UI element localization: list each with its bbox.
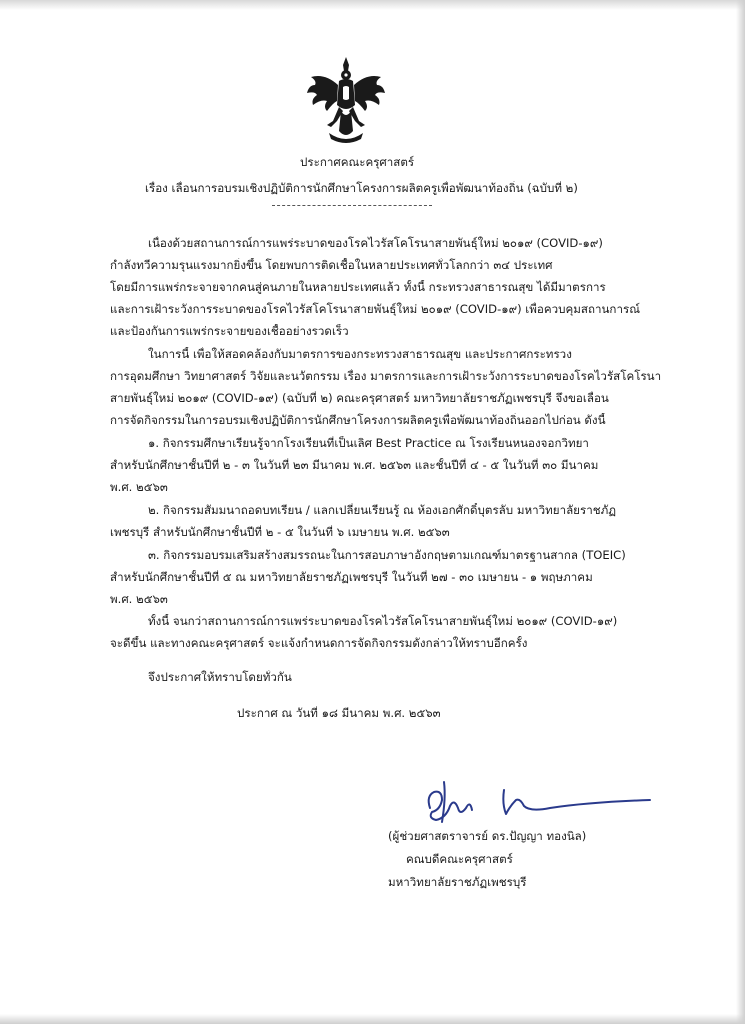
garuda-emblem-icon: [305, 55, 387, 145]
announcement-subject: เรื่อง เลื่อนการอบรมเชิงปฏิบัติการนักศึกษาโครงการผลิตครูเพื่อพัฒนาท้องถิ่น (ฉบับที่ ๒): [145, 181, 578, 195]
list-item-line: พ.ศ. ๒๕๖๓: [110, 592, 168, 606]
signatory-name: (ผู้ช่วยศาสตราจารย์ ดร.ปัญญา ทองนิล): [388, 829, 587, 843]
signatory-position: คณบดีคณะครุศาสตร์: [406, 852, 513, 866]
body-line: การจัดกิจกรรมในการอบรมเชิงปฏิบัติการนักศึกษาโครงการผลิตครูเพื่อพัฒนาท้องถิ่นออกไปก่อน ดังนี้: [110, 413, 606, 427]
list-item-line: ๑. กิจกรรมศึกษาเรียนรู้จากโรงเรียนที่เป็นเลิศ Best Practice ณ โรงเรียนหนองจอกวิทยา: [148, 436, 589, 450]
body-line: และการเฝ้าระวังการระบาดของโรคไวรัสโคโรนาสายพันธุ์ใหม่ ๒๐๑๙ (COVID-๑๙) เพื่อควบคุมสถานการณ์: [110, 302, 640, 316]
closing-line: จึงประกาศให้ทราบโดยทั่วกัน: [148, 670, 292, 684]
body-line: สายพันธุ์ใหม่ ๒๐๑๙ (COVID-๑๙) (ฉบับที่ ๒) คณะครุศาสตร์ มหาวิทยาลัยราชภัฏเพชรบุรี จึงขอเลื่อน: [110, 391, 609, 405]
body-line: การอุดมศึกษา วิทยาศาสตร์ วิจัยและนวัตกรรม เรื่อง มาตรการและการเฝ้าระวังการระบาดของโรคไวรัสโคโรนา: [110, 369, 662, 383]
list-item-line: สำหรับนักศึกษาชั้นปีที่ ๕ ณ มหาวิทยาลัยราชภัฏเพชรบุรี ในวันที่ ๒๗ - ๓๐ เมษายน - ๑ พฤษภาคม: [110, 570, 593, 584]
scan-edge-right: [736, 0, 745, 1024]
list-item-line: ๒. กิจกรรมสัมมนาถอดบทเรียน / แลกเปลี่ยนเรียนรู้ ณ ห้องเอกศักดิ์บุตรลับ มหาวิทยาลัยราชภัฏ: [148, 503, 617, 517]
announcement-org: ประกาศคณะครุศาสตร์: [300, 155, 415, 169]
list-item-line: ๓. กิจกรรมอบรมเสริมสร้างสมรรถนะในการสอบภาษาอังกฤษตามเกณฑ์มาตรฐานสากล (TOEIC): [148, 548, 626, 562]
handwritten-signature: [420, 778, 660, 828]
body-line: จะดีขึ้น และทางคณะครุศาสตร์ จะแจ้งกำหนดการจัดกิจกรรมดังกล่าวให้ทราบอีกครั้ง: [110, 636, 528, 650]
list-item-line: พ.ศ. ๒๕๖๓: [110, 480, 168, 494]
body-line: และป้องกันการแพร่กระจายของเชื้ออย่างรวดเร็ว: [110, 324, 349, 338]
body-line: เนื่องด้วยสถานการณ์การแพร่ระบาดของโรคไวรัสโคโรนาสายพันธุ์ใหม่ ๒๐๑๙ (COVID-๑๙): [148, 236, 603, 250]
body-line: โดยมีการแพร่กระจายจากคนสู่คนภายในหลายประเทศแล้ว ทั้งนี้ กระทรวงสาธารณสุข ได้มีมาตรการ: [110, 280, 606, 294]
body-line: ทั้งนี้ จนกว่าสถานการณ์การแพร่ระบาดของโรคไวรัสโคโรนาสายพันธุ์ใหม่ ๒๐๑๙ (COVID-๑๙): [148, 614, 618, 628]
list-item-line: เพชรบุรี สำหรับนักศึกษาชั้นปีที่ ๒ - ๕ ในวันที่ ๖ เมษายน พ.ศ. ๒๕๖๓: [110, 525, 450, 539]
announcement-date: ประกาศ ณ วันที่ ๑๘ มีนาคม พ.ศ. ๒๕๖๓: [237, 706, 441, 720]
list-item-line: สำหรับนักศึกษาชั้นปีที่ ๒ - ๓ ในวันที่ ๒๓ มีนาคม พ.ศ. ๒๕๖๓ และชั้นปีที่ ๔ - ๕ ในวันที่ ๓๐ มีนาคม: [110, 458, 599, 472]
scan-edge-top: [0, 0, 745, 10]
body-line: กำลังทวีความรุนแรงมากยิ่งขึ้น โดยพบการติดเชื้อในหลายประเทศทั่วโลกกว่า ๓๔ ประเทศ: [110, 258, 553, 272]
scan-edge-bottom: [0, 1014, 745, 1024]
signatory-university: มหาวิทยาลัยราชภัฏเพชรบุรี: [388, 875, 527, 889]
body-line: ในการนี้ เพื่อให้สอดคล้องกับมาตรการของกระทรวงสาธารณสุข และประกาศกระทรวง: [148, 347, 572, 361]
header-divider: [272, 205, 432, 206]
